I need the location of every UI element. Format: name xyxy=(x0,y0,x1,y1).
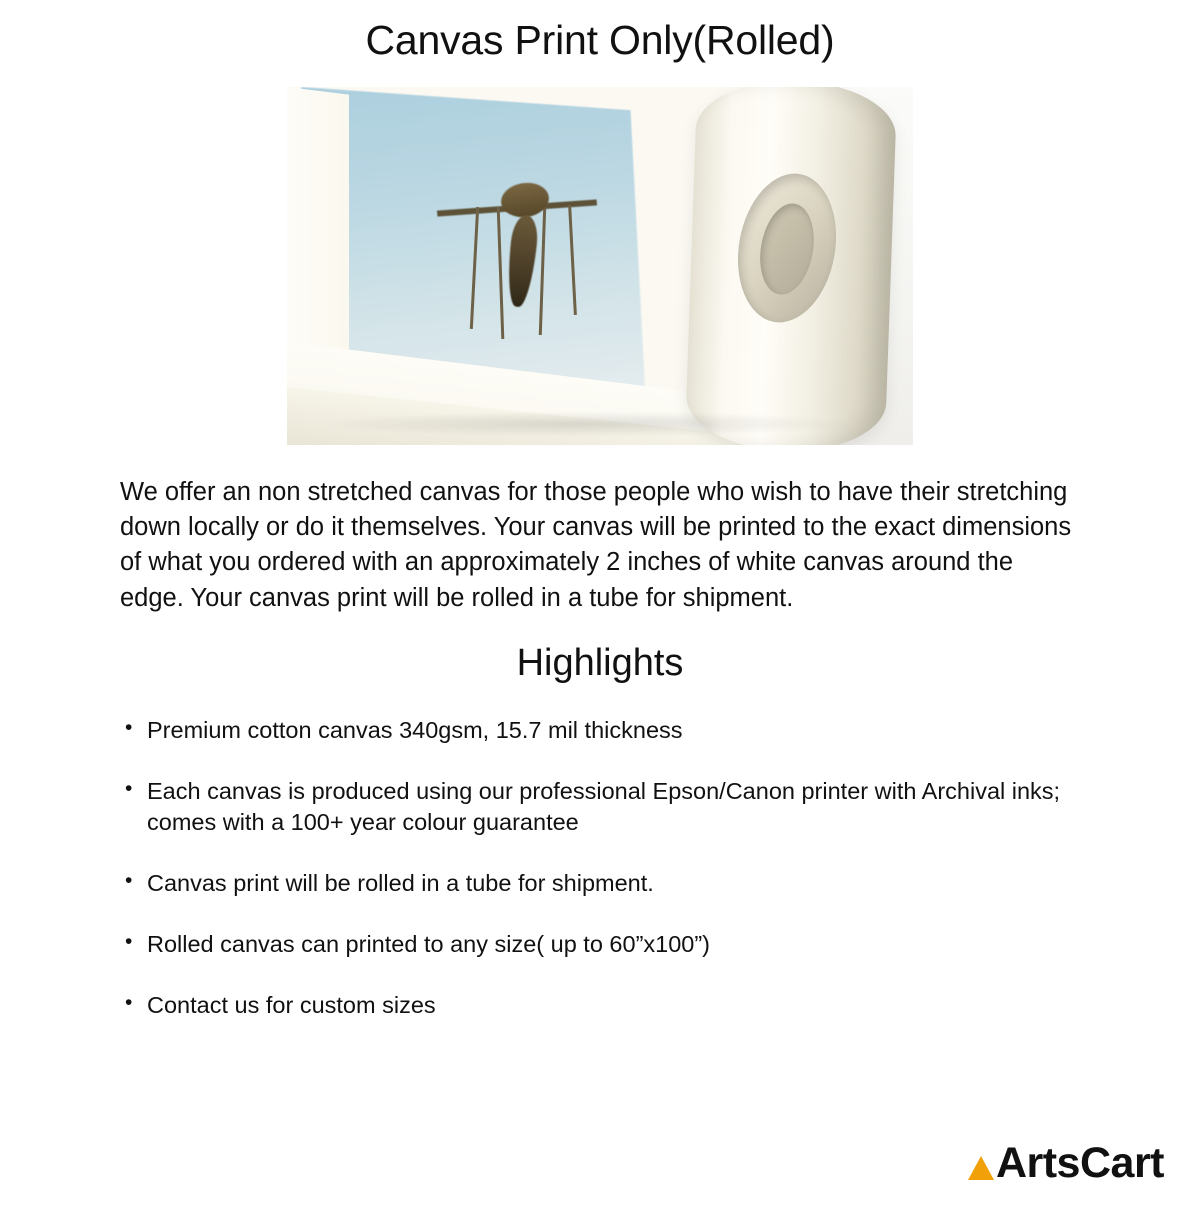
description-paragraph: We offer an non stretched canvas for those people who wish to have their stretching down locally or do it themselves. Your canvas will be printed to the exact dimensions of what you ordered with an approximately 2 inches of white canvas around the edge. Your canvas print will be rolled in a tube for shipment. xyxy=(120,478,1072,612)
list-item: • Rolled canvas can printed to any size( up to 60”x100”) xyxy=(125,929,1090,960)
page-title: Canvas Print Only(Rolled) xyxy=(365,17,835,63)
artscart-logo xyxy=(968,1139,1164,1188)
triangle-icon xyxy=(968,1156,994,1180)
list-item: • Canvas print will be rolled in a tube for shipment. xyxy=(125,868,1090,899)
highlights-list xyxy=(0,715,1200,1021)
highlights-heading: Highlights xyxy=(516,641,684,684)
drop-shadow xyxy=(317,411,857,437)
list-item: • Contact us for custom sizes xyxy=(125,990,1090,1021)
rolled-canvas-image xyxy=(287,87,913,445)
product-info-page xyxy=(0,18,1200,1218)
list-item: • Premium cotton canvas 340gsm, 15.7 mil thickness xyxy=(125,715,1090,746)
logo-text: ArtsCart xyxy=(995,1139,1164,1187)
list-item: • Each canvas is produced using our professional Epson/Canon printer with Archival inks; comes with a 100+ year colour guarantee xyxy=(125,776,1090,838)
